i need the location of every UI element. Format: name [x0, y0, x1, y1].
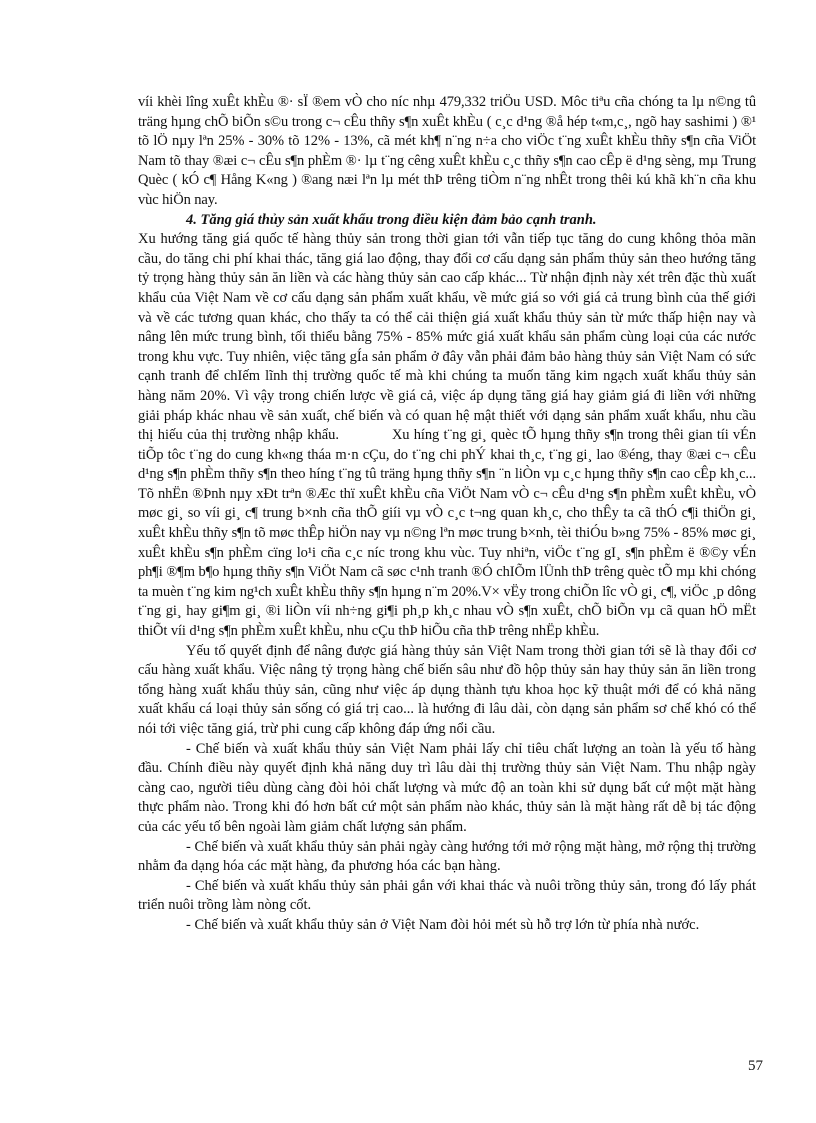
- paragraph-structure-change: Yếu tố quyết định để nâng được giá hàng thủy sản Việt Nam trong thời gian tới sẽ là thay đổi cơ cấu hàng xuất khẩu. Việc nâng tỷ trọng hàng chế biến sâu như đồ hộp thủy sản hay thủy sản ăn liền trong tổng hàng xuất khẩu thủy sản, cũng như việc áp dụng thành tựu khoa học kỹ thuật mới để có khả năng xuất khẩu cá loại thủy sản sống có giá trị cao... là hướng đi lâu dài, còn dạng sản phẩm sơ chế khó có thể nói tới việc tăng giá, trừ phi cung cấp không đáp ứng nổi cầu.: [138, 642, 756, 737]
- paragraph-garbled-intro: víi khèi lîng xuÊt khÈu ®· sÏ ®em vÒ cho níc nhµ 479,332 triÖu USD. Môc tiªu cña chóng ta lµ n©ng tû träng hµng chÕ biÕn s©u trong c¬ cÊu thñy s¶n xuÊt khÈu ( c¸c d¹ng ®å hép t«m,c¸, ngõ hay sashimi ) ®¹ tõ lÖ nµy lªn 25% - 30% tõ 12% - 13%, cã mét kh¶ n¨ng n÷a cho viÖc t¨ng xuÊt khÈu thñy s¶n cña ViÖt Nam tõ thay ®æi c¬ cÊu s¶n phÈm ®· lµ t¨ng cêng xuÊt khÈu c¸c thñy s¶n cao cÊp ë d¹ng sèng, mµ Trung Quèc ( kÓ c¶ Hång K«ng ) ®ang næi lªn lµ mét thÞ trêng tiÒm n¨ng nhÊt trong thêi kú khã kh¨n cña khu vùc hiÖn nay.: [138, 94, 756, 208]
- paragraph-state-support: - Chế biến và xuất khẩu thủy sản ở Việt Nam đòi hỏi mét sù hỗ trợ lớn từ phía nhà nước.: [186, 916, 700, 933]
- page-number: 57: [748, 1058, 763, 1074]
- paragraph-aquaculture-link: - Chế biến và xuất khẩu thủy sản phải gắn với khai thác và nuôi trồng thủy sản, trong đó lấy phát triển nuôi trồng làm nòng cốt.: [138, 877, 756, 914]
- document-page: [138, 93, 756, 936]
- paragraph-gap: [339, 427, 392, 443]
- paragraph-price-trend-text: Xu hướng tăng giá quốc tế hàng thủy sản trong thời gian tới vẫn tiếp tục tăng do cung không thỏa mãn cầu, do tăng chi phí khai thác, tăng giá lao động, thay đổi cơ cấu dạng sản phẩm thủy sản theo hướng tăng tỷ trọng hàng thủy sản ăn liền và các hàng thủy sản cao cấp khác... Từ nhận định này xét trên đặc thù xuất khẩu của Việt Nam về cơ cấu dạng sản phẩm xuất khẩu, về mức giá so với giá cả trung bình của thế giới và về các tương quan khác, cho thấy ta có thể cải thiện giá xuất khẩu thủy sản từ mức thấp hiện nay và nâng lên mức trung bình, tối thiểu bằng 75% - 85% mức giá xuất khẩu sản phẩm cùng loại của các nước trong khu vực. Tuy nhiên, việc tăng gÍa sản phẩm ở đây vẫn phải đảm bảo hàng thủy sản Việt Nam có sức cạnh tranh để chIếm lĩnh thị trường quốc tế mà khi chúng ta muốn tăng kim ngạch xuất khẩu thủy sản hàng năm 20%. Vì vậy trong chiến lược về giá cả, việc áp dụng tăng giá hay giảm giá đi liền với những giải pháp khác nhau về sản xuất, chế biến và có quan hệ mật thiết với dạng sản phẩm xuất khẩu, nhu cầu thị hiếu của thị trường nhập khẩu.: [138, 231, 756, 444]
- paragraph-quality-safety: - Chế biến và xuất khẩu thủy sản Việt Nam phải lấy chỉ tiêu chất lượng an toàn là yếu tố hàng đầu. Chính điều này quyết định khả năng duy trì lâu dài thị trường thủy sản Việt Nam. Thu nhập ngày càng cao, người tiêu dùng càng đòi hỏi chất lượng và mức độ an toàn khi sử dụng bất cứ một mặt hàng thực phẩm nào. Trong khi đó hơn bất cứ một sản phẩm nào khác, thủy sản là mặt hàng rất dễ bị tác động của các yếu tố bên ngoài làm giảm chất lượng sản phẩm.: [138, 740, 756, 835]
- paragraph-price-trend: [138, 230, 756, 641]
- paragraph-price-trend-garbled: Xu híng t¨ng gi¸ quèc tÕ hµng thñy s¶n trong thêi gian tíi vÉn tiÕp tôc t¨ng do cung kh«ng tháa m·n cÇu, do t¨ng chi phÝ khai th¸c, t¨ng gi¸ lao ®éng, thay ®æi c¬ cÊu d¹ng s¶n phÈm thñy s¶n theo híng t¨ng tû träng hµng thñy s¶n ¨n liÒn vµ c¸c hµng thñy s¶n cao cÊp kh¸c... Tõ nhËn ®Þnh nµy xÐt trªn ®Æc thï xuÊt khÈu cña ViÖt Nam vÒ c¬ cÊu d¹ng s¶n phÈm xuÊt khÈu, vÒ møc gi¸ so víi gi¸ c¶ trung b×nh cña thÕ giíi vµ vÒ c¸c t¬ng quan kh¸c, cho thÊy ta cã thÓ c¶i thiÖn gi¸ xuÊt khÈu thñy s¶n tõ møc thÊp hiÖn nay vµ n©ng lªn møc trung b×nh, tèi thiÓu b»ng 75% - 85% møc gi¸ xuÊt khÈu s¶n phÈm cïng lo¹i cña c¸c níc trong khu vùc. Tuy nhiªn, viÖc t¨ng gI¸ s¶n phÈm ë ®©y vÉn ph¶i ®¶m b¶o hµng thñy s¶n ViÖt Nam cã søc c¹nh tranh ®Ó chIÕm lÜnh thÞ trêng quèc tÕ mµ khi chóng ta muèn t¨ng kim ng¹ch xuÊt khÈu thñy s¶n hµng n¨m 20%.V× vËy trong chiÕn lîc vÒ gi¸ c¶, viÖc ¸p dông t¨ng gi¸ hay gi¶m gi¸ ®i liÒn víi nh÷ng gi¶i ph¸p kh¸c nhau vÒ s¶n xuÊt, chÕ biÕn vµ cã quan hÖ mËt thiÕt víi d¹ng s¶n phÈm xuÊt khÈu, nhu cÇu thÞ hiÕu cña thÞ trêng nhËp khÈu.: [138, 427, 756, 640]
- paragraph-market-expansion: - Chế biến và xuất khẩu thủy sản phải ngày càng hướng tới mở rộng mặt hàng, mở rộng thị trường nhằm đa dạng hóa các mặt hàng, đa phương hóa các bạn hàng.: [138, 838, 756, 875]
- section-heading-4: 4. Tăng giá thủy sản xuất khẩu trong điều kiện đảm bảo cạnh tranh.: [186, 211, 597, 228]
